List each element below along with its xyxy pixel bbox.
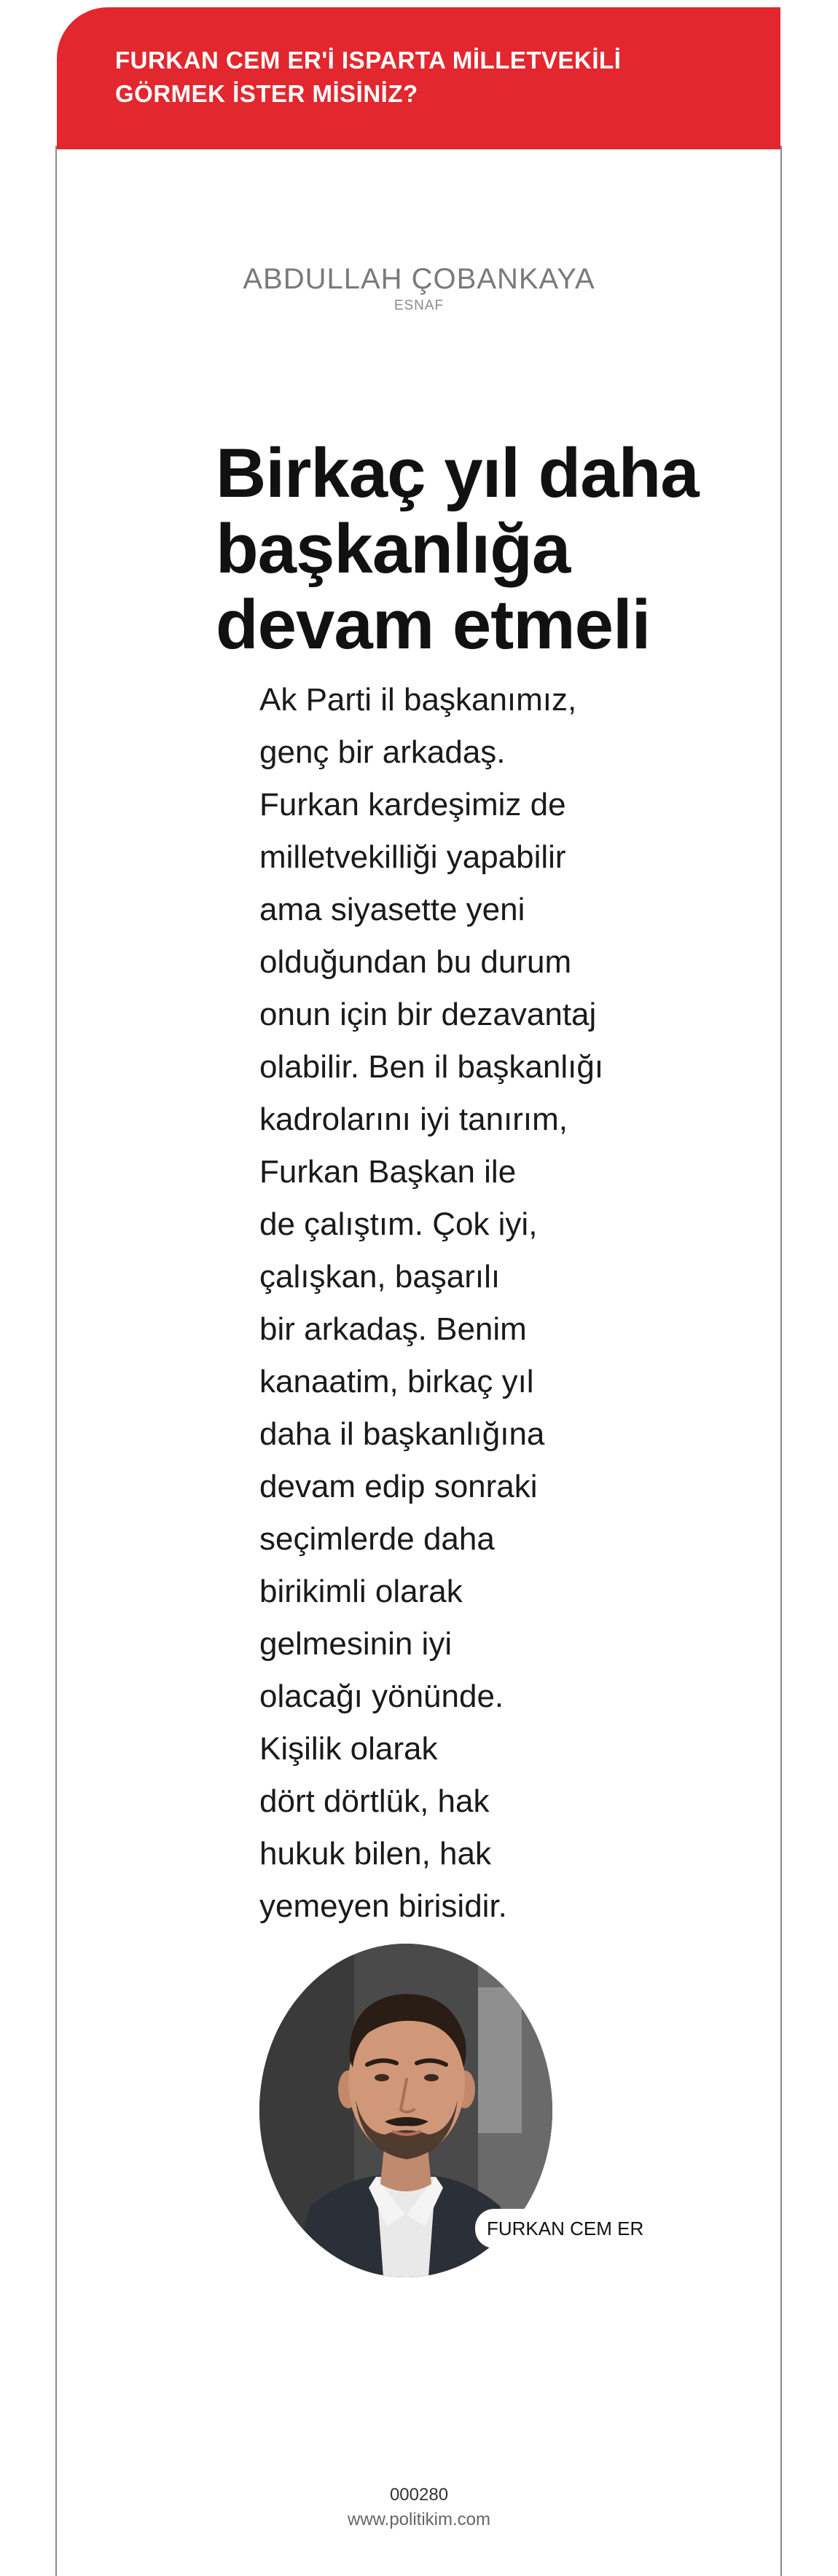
body-line: milletvekilliği yapabilir bbox=[259, 839, 566, 875]
body-line: yemeyen birisidir. bbox=[259, 1888, 507, 1924]
body-line: kanaatim, birkaç yıl bbox=[259, 1364, 534, 1399]
body-line: bir arkadaş. Benim bbox=[259, 1311, 527, 1347]
footer-url: www.politikim.com bbox=[347, 2510, 491, 2529]
footer bbox=[275, 2483, 563, 2532]
body-line: olduğundan bu durum bbox=[259, 944, 572, 980]
left-border-line bbox=[55, 146, 57, 2576]
portrait-caption: FURKAN CEM ER bbox=[475, 2209, 657, 2248]
body-line: olabilir. Ben il başkanlığı bbox=[259, 1049, 604, 1085]
body-line: gelmesinin iyi bbox=[259, 1626, 453, 1662]
eye-right bbox=[424, 2074, 439, 2081]
body-line: Ak Parti il başkanımız, bbox=[259, 682, 577, 718]
body-line: Furkan kardeşimiz de bbox=[259, 787, 566, 822]
right-border-line bbox=[780, 146, 782, 2576]
body-line: genç bir arkadaş. bbox=[259, 734, 506, 770]
header-banner bbox=[57, 7, 780, 149]
body-line: çalışkan, başarılı bbox=[259, 1259, 501, 1295]
body-line: dört dörtlük, hak bbox=[259, 1783, 490, 1819]
body-line: birikimli olarak bbox=[259, 1574, 463, 1609]
photo-background-window bbox=[478, 1987, 522, 2133]
survey-question: FURKAN CEM ER'İ ISPARTA MİLLETVEKİLİ GÖRMEK İSTER MİSİNİZ? bbox=[115, 47, 622, 107]
eye-left bbox=[375, 2074, 389, 2081]
body-line: onun için bir dezavantaj bbox=[259, 997, 597, 1032]
article-body bbox=[259, 674, 667, 1933]
respondent-block bbox=[146, 261, 692, 315]
body-line: seçimlerde daha bbox=[259, 1521, 495, 1557]
body-line: ama siyasette yeni bbox=[259, 892, 525, 927]
body-line: de çalıştım. Çok iyi, bbox=[259, 1206, 538, 1242]
body-line: Kişilik olarak bbox=[259, 1731, 438, 1767]
body-line: olacağı yönünde. bbox=[259, 1678, 504, 1714]
footer-code: 000280 bbox=[389, 2485, 449, 2505]
body-line: daha il başkanlığına bbox=[259, 1416, 545, 1452]
body-line: hukuk bilen, hak bbox=[259, 1836, 491, 1872]
article-headline: Birkaç yıl daha başkanlığa devam etmeli bbox=[216, 434, 699, 664]
respondent-name: ABDULLAH ÇOBANKAYA bbox=[243, 263, 595, 295]
body-line: kadrolarını iyi tanırım, bbox=[259, 1102, 568, 1137]
body-line: devam edip sonraki bbox=[259, 1469, 538, 1504]
body-line: Furkan Başkan ile bbox=[259, 1154, 517, 1190]
respondent-occupation: ESNAF bbox=[393, 298, 445, 313]
